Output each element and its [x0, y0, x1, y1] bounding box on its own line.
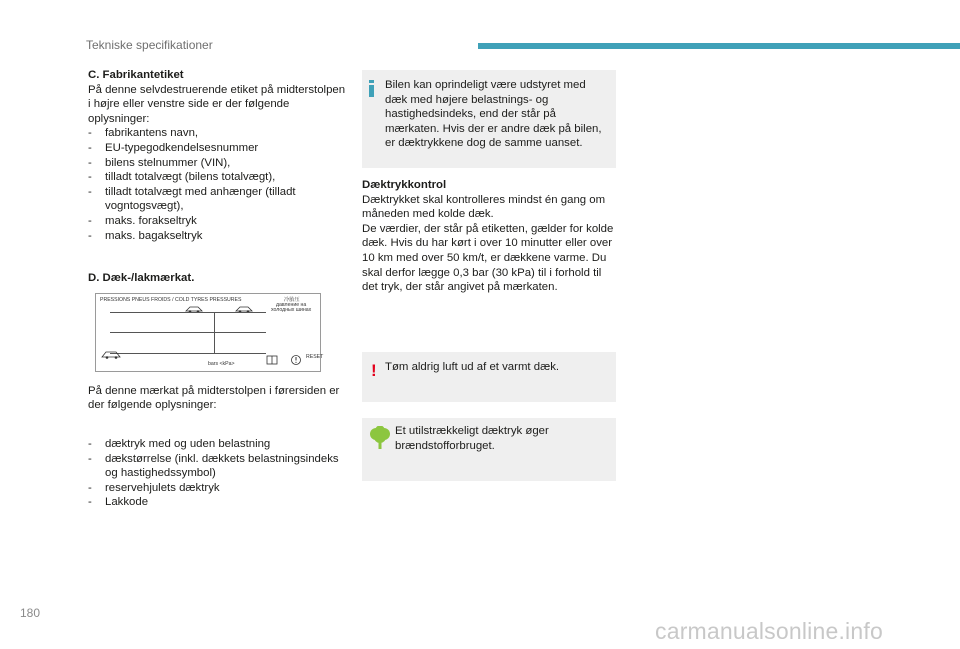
eco-text: Et utilstrækkeligt dæktryk øger brændstofforbruget. [395, 425, 549, 452]
list-item: - maks. forakseltryk [88, 214, 348, 229]
header-accent-bar [478, 43, 960, 49]
page-number: 180 [20, 606, 41, 620]
pressure-paragraph-2: De værdier, der står på etiketten, gælder for kolde dæk. Hvis du har kørt i over 10 minutter eller over 10 km med over 50 km/t, er dækkene varme. Du skal derfor lægge 0,3 bar (30 kPa) til i forhold til det tryk, der står angivet på mærkaten. [362, 222, 614, 294]
label-heading: PRESSIONS PNEUS FROIDS / COLD TYRES PRESSURES [100, 297, 242, 303]
section-c-title: C. Fabrikantetiket [88, 69, 184, 81]
list-item: - maks. bagakseltryk [88, 229, 348, 244]
section-c-intro: På denne selvdestruerende etiket på midterstolpen i højre eller venstre side er der følgende oplysninger: [88, 83, 346, 125]
list-item: - dæktryk med og uden belastning [88, 437, 348, 452]
eco-box [362, 418, 616, 481]
list-item: - tilladt totalvægt med anhænger (tilladt vogntogsvægt), [88, 185, 348, 214]
section-header-title: Tekniske specifikationer [86, 38, 213, 52]
list-item: - reservehjulets dæktryk [88, 481, 348, 496]
eco-tree-icon [369, 426, 391, 450]
list-item: - tilladt totalvægt (bilens totalvægt), [88, 170, 348, 185]
list-item: - Lakkode [88, 495, 348, 510]
label-reset: RESET [306, 354, 324, 360]
label-russian-1: давление на [276, 302, 307, 308]
towing-car-icon [100, 348, 130, 360]
book-icon [266, 355, 278, 365]
section-c-list [88, 126, 348, 243]
pressure-paragraph-1: Dæktrykket skal kontrolleres mindst én gang om måneden med kolde dæk. [362, 193, 606, 221]
list-item: - dækstørrelse (inkl. dækkets belastningsindeks og hastighedssymbol) [88, 452, 348, 481]
warning-icon: ! [371, 361, 377, 380]
label-unit: bars <kPa> [208, 361, 235, 367]
info-text: Bilen kan oprindeligt være udstyret med dæk med højere belastnings- og hastighedsindeks, end der står på mærkaten. Hvis der er andre dæk på bilen, er dæktrykkene dog de samme uanset. [385, 79, 602, 150]
right-column [362, 178, 616, 295]
left-column [88, 68, 348, 510]
list-item: - fabrikantens navn, [88, 126, 348, 141]
pressure-title: Dæktrykkontrol [362, 179, 447, 191]
section-d-intro: På denne mærkat på midterstolpen i førersiden er der følgende oplysninger: [88, 384, 340, 412]
label-table [110, 312, 266, 354]
list-item: - EU-typegodkendelsesnummer [88, 141, 348, 156]
watermark: carmanualsonline.info [655, 618, 883, 644]
list-item: - bilens stelnummer (VIN), [88, 156, 348, 171]
info-icon [369, 80, 374, 95]
tyre-pressure-label-figure [95, 293, 324, 372]
info-box [362, 70, 616, 168]
warning-box [362, 352, 616, 402]
warning-text: Tøm aldrig luft ud af et varmt dæk. [385, 361, 560, 373]
label-russian-2: холодных шинах [271, 307, 312, 313]
section-d-list [88, 437, 348, 510]
section-d-title: D. Dæk-/lakmærkat. [88, 272, 195, 285]
label-chinese: 冷胎压 [284, 297, 300, 303]
tyre-warning-icon [290, 354, 302, 366]
